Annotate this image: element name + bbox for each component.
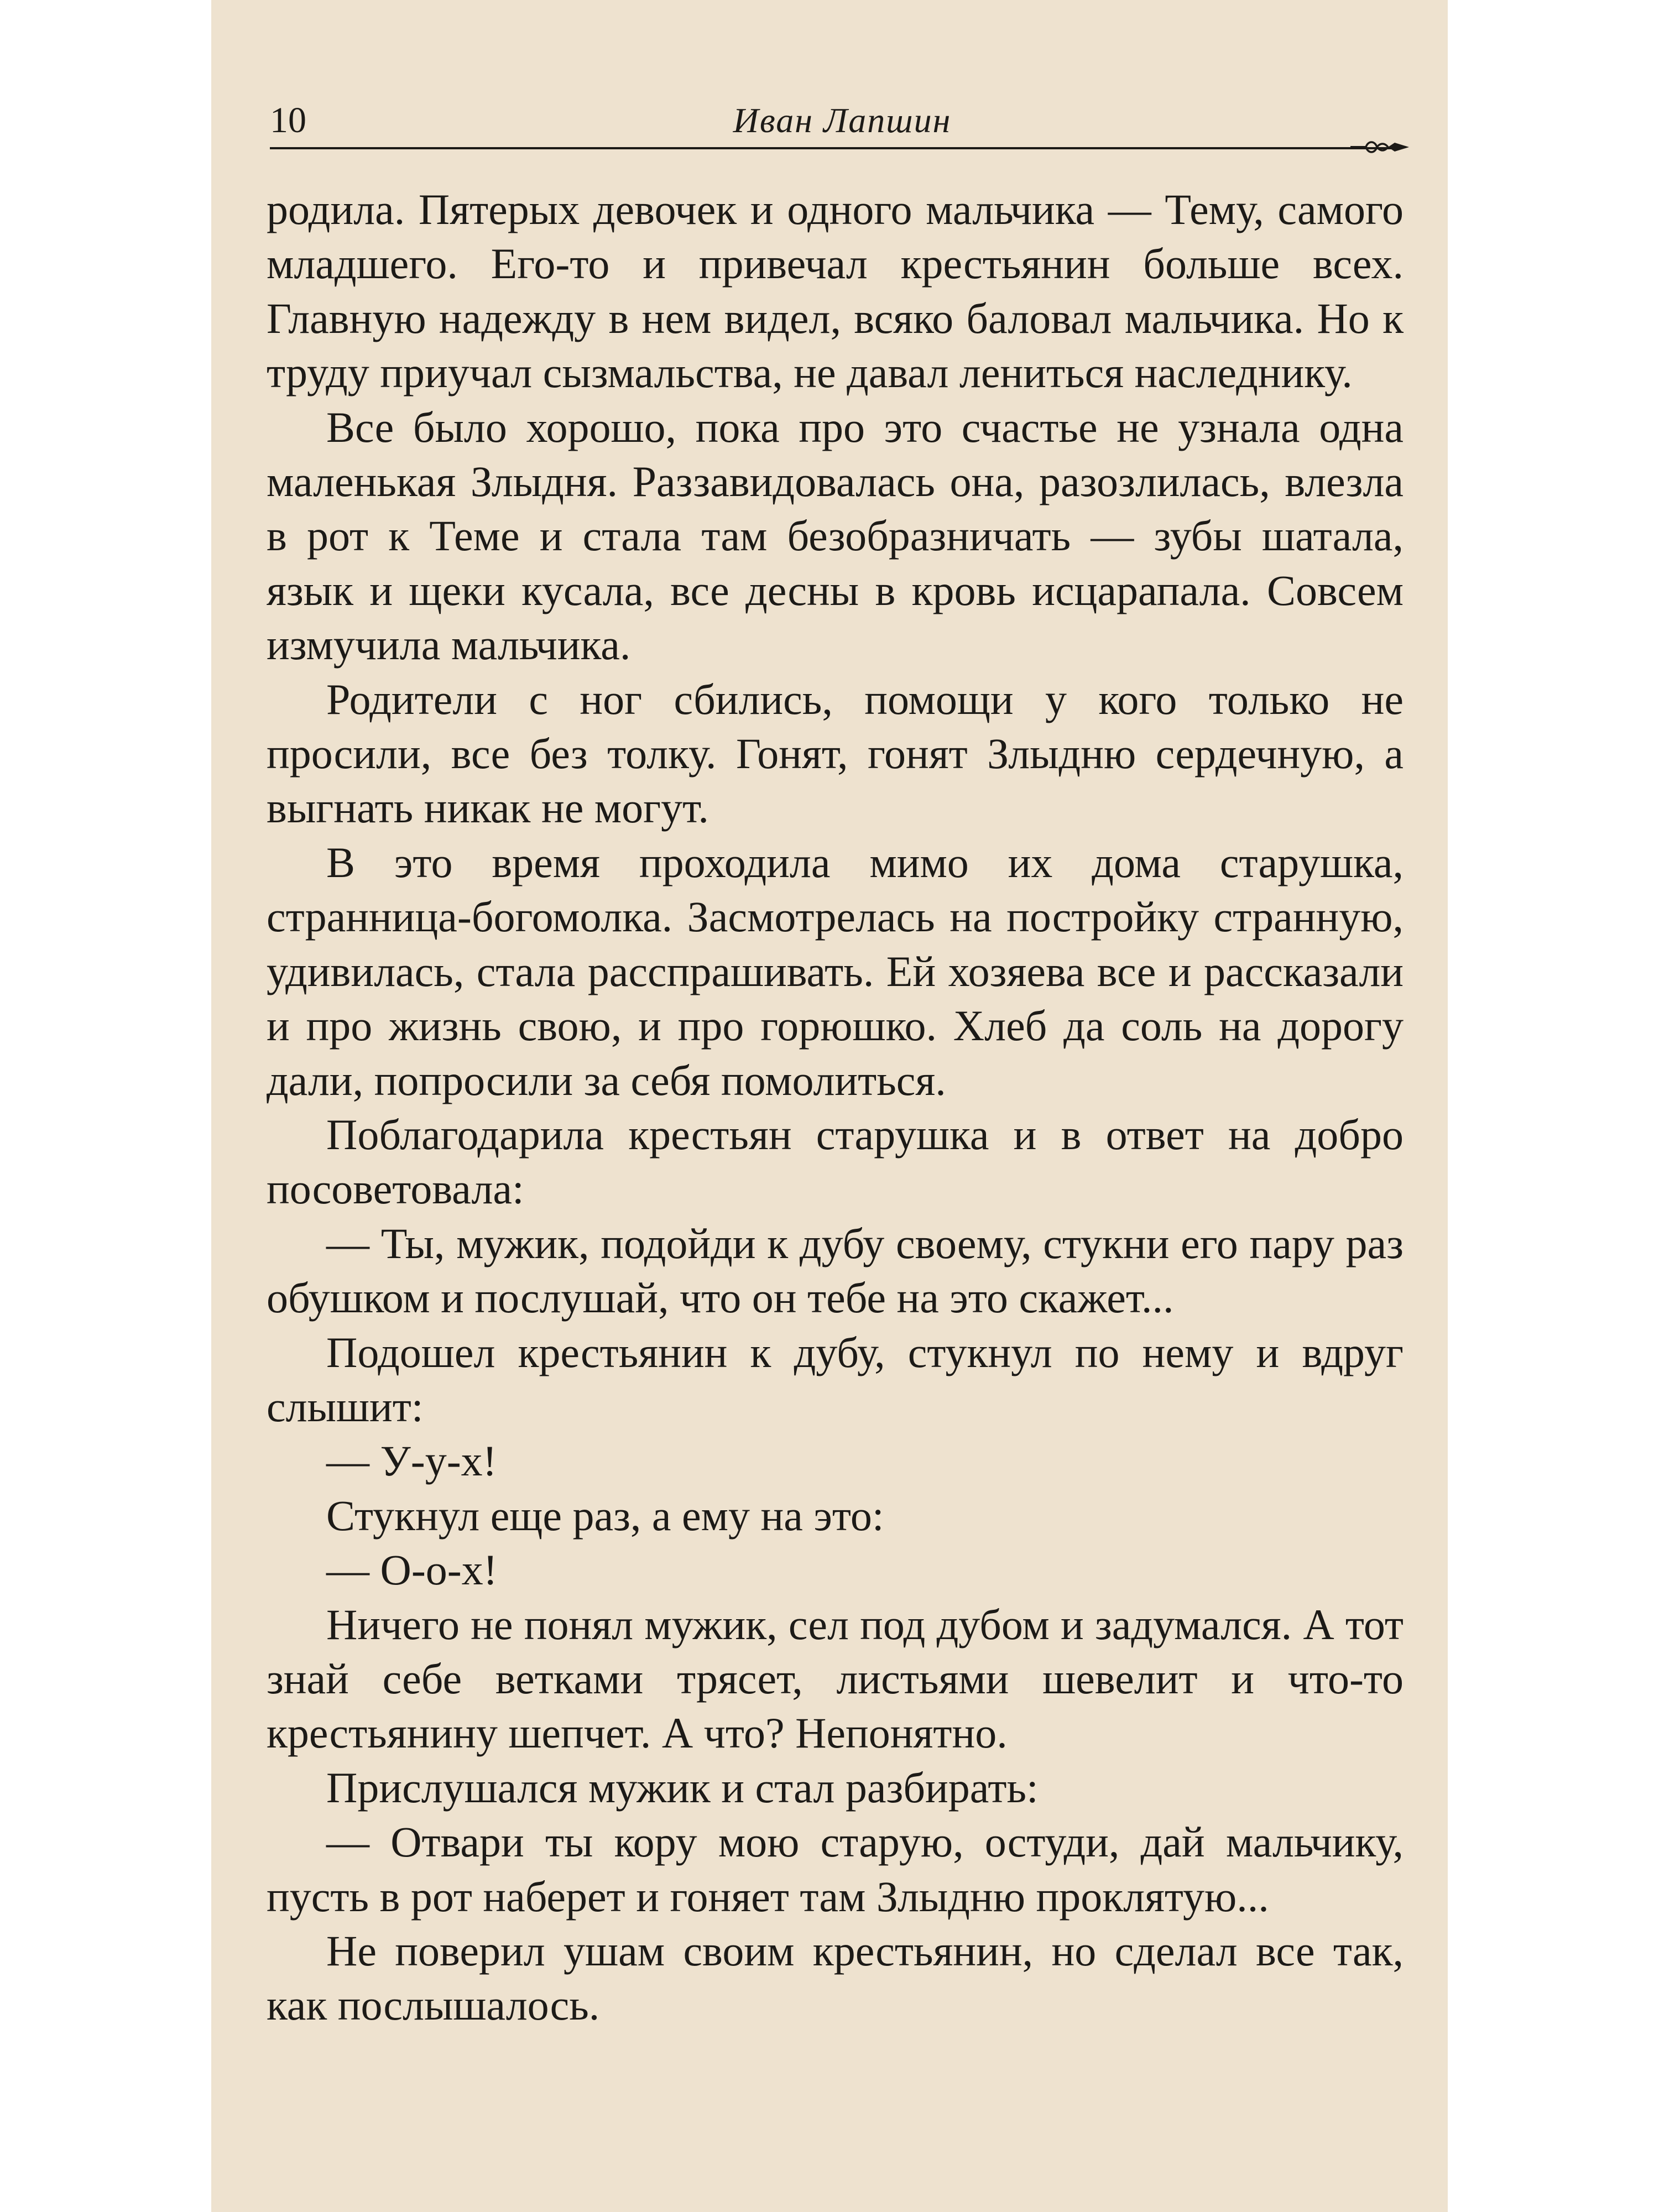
- paragraph: Стукнул еще раз, а ему на это:: [326, 1491, 884, 1540]
- paragraph: Подошел крестьянин к дубу, стукнул по нему и вдруг слышит:: [267, 1328, 1404, 1431]
- paragraph: Ничего не понял мужик, сел под дубом и задумался. А тот знай себе ветками трясет, листьями шевелит и что-то крестьянину шепчет. А что? Непонятно.: [267, 1600, 1404, 1757]
- paragraph: В это время проходила мимо их дома старушка, странница-богомолка. Засмотрелась на постройку странную, удивилась, стала расспрашивать. Ей хозяева все и рассказали и про жизнь свою, и про горюшко. Хлеб да соль на дорогу дали, попросили за себя помолиться.: [267, 838, 1404, 1104]
- dialogue-line: — Ты, мужик, подойди к дубу своему, стукни его пару раз обушком и послушай, что он тебе на это скажет...: [267, 1219, 1404, 1322]
- book-page: [211, 0, 1448, 2212]
- page-header: [270, 88, 1415, 155]
- dialogue-line: — Отвари ты кору мою старую, остуди, дай мальчику, пусть в рот наберет и гоняет там Злыдню проклятую...: [267, 1818, 1404, 1921]
- dialogue-line: — У-у-х!: [326, 1437, 497, 1485]
- pen-nib-ornament-icon: [1349, 135, 1410, 159]
- dialogue-line: — О-о-х!: [326, 1546, 498, 1594]
- paragraph: Не поверил ушам своим крестьянин, но сделал все так, как послышалось.: [267, 1927, 1404, 2030]
- running-title: Иван Лапшин: [733, 101, 952, 140]
- paragraph: Все было хорошо, пока про это счастье не узнала одна маленькая Злыдня. Раззавидовалась она, разозлилась, влезла в рот к Теме и стала там безобразничать — зубы шатала, язык и щеки кусала, все десны в кровь исцарапала. Совсем измучила мальчика.: [267, 403, 1404, 669]
- paragraph: Родители с ног сбились, помощи у кого только не просили, все без толку. Гонят, гонят Злыдню сердечную, а выгнать никак не могут.: [267, 675, 1404, 832]
- page-body-text: [267, 182, 1404, 2033]
- paragraph: Поблагодарила крестьян старушка и в ответ на добро посоветовала:: [267, 1110, 1404, 1213]
- paragraph: родила. Пятерых девочек и одного мальчика — Тему, самого младшего. Его-то и привечал крестьянин больше всех. Главную надежду в нем видел, всяко баловал мальчика. Но к труду приучал сызмальства, не давал лениться наследнику.: [267, 185, 1404, 397]
- page-number: 10: [270, 100, 306, 140]
- header-rule: [270, 147, 1392, 149]
- paragraph: Прислушался мужик и стал разбирать:: [326, 1763, 1039, 1812]
